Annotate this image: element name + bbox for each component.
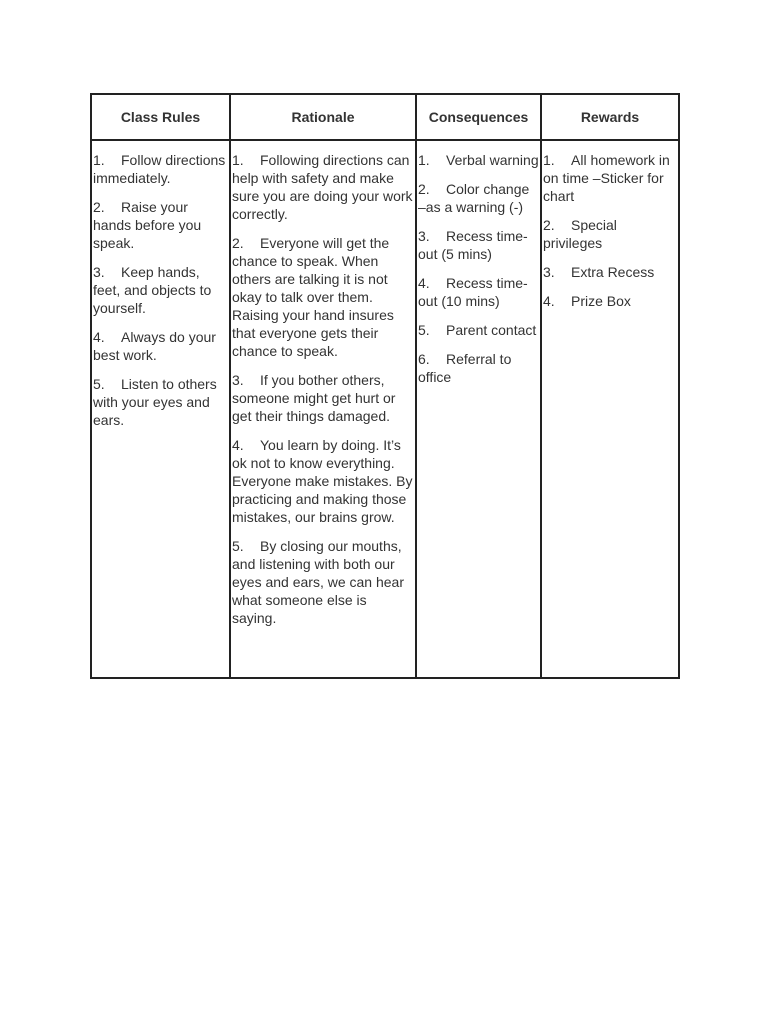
rationale-item — [232, 234, 414, 360]
consequences-cell — [416, 140, 541, 678]
rule-item-text: Listen to others with your eyes and ears. — [93, 376, 217, 428]
consequence-item — [418, 151, 539, 169]
reward-item — [543, 151, 677, 205]
rationale-item-number: 1. — [232, 152, 244, 168]
rationale-item — [232, 537, 414, 627]
rationale-cell — [230, 140, 416, 678]
consequence-item-number: 4. — [418, 275, 430, 291]
consequence-item — [418, 227, 539, 263]
reward-item-number: 4. — [543, 293, 555, 309]
rationale-item — [232, 371, 414, 425]
header-consequences: Consequences — [416, 94, 541, 140]
rationale-item-text: Everyone will get the chance to speak. When others are talking it is not okay to talk over them. Raising your hand insures that everyone gets their chance to speak. — [232, 235, 394, 359]
reward-item — [543, 216, 677, 252]
consequence-item-number: 1. — [418, 152, 430, 168]
consequence-item-number: 5. — [418, 322, 430, 338]
rationale-item — [232, 436, 414, 526]
rationale-item — [232, 151, 414, 223]
reward-item — [543, 263, 677, 281]
consequence-item-text: Recess time-out (5 mins) — [418, 228, 528, 262]
rule-item-text: Always do your best work. — [93, 329, 216, 363]
reward-item-text: All homework in on time –Sticker for chart — [543, 152, 670, 204]
consequence-item-text: Verbal warning — [446, 152, 539, 168]
rule-item-number: 5. — [93, 376, 105, 392]
consequence-item-number: 2. — [418, 181, 430, 197]
rule-item — [93, 375, 228, 429]
rule-item-text: Keep hands, feet, and objects to yourself. — [93, 264, 212, 316]
reward-item-number: 3. — [543, 264, 555, 280]
consequence-item-text: Recess time-out (10 mins) — [418, 275, 528, 309]
rule-item-text: Follow directions immediately. — [93, 152, 226, 186]
header-class-rules: Class Rules — [91, 94, 230, 140]
rationale-item-number: 4. — [232, 437, 244, 453]
rule-item — [93, 263, 228, 317]
consequence-item-text: Parent contact — [446, 322, 537, 338]
rationale-item-text: If you bother others, someone might get hurt or get their things damaged. — [232, 372, 396, 424]
table-body-row — [91, 140, 679, 678]
rationale-item-text: By closing our mouths, and listening with both our eyes and ears, we can hear what someone else is saying. — [232, 538, 404, 626]
rule-item-number: 3. — [93, 264, 105, 280]
rules-cell — [91, 140, 230, 678]
rule-item — [93, 198, 228, 252]
consequence-item — [418, 274, 539, 310]
rationale-item-number: 2. — [232, 235, 244, 251]
rationale-item-number: 3. — [232, 372, 244, 388]
header-rationale: Rationale — [230, 94, 416, 140]
rule-item-text: Raise your hands before you speak. — [93, 199, 202, 251]
rationale-item-text: Following directions can help with safety and make sure you are doing your work correctly. — [232, 152, 413, 222]
rule-item — [93, 328, 228, 364]
rationale-item-text: You learn by doing. It’s ok not to know everything. Everyone make mistakes. By practicing and making those mistakes, our brains grow. — [232, 437, 413, 525]
consequence-item — [418, 180, 539, 216]
consequence-item — [418, 350, 539, 386]
consequence-item-text: Referral to office — [418, 351, 512, 385]
rule-item — [93, 151, 228, 187]
reward-item-number: 1. — [543, 152, 555, 168]
class-rules-table — [90, 93, 680, 679]
header-rewards: Rewards — [541, 94, 679, 140]
reward-item-number: 2. — [543, 217, 555, 233]
reward-item-text: Prize Box — [571, 293, 631, 309]
rule-item-number: 1. — [93, 152, 105, 168]
rule-item-number: 4. — [93, 329, 105, 345]
rule-item-number: 2. — [93, 199, 105, 215]
rewards-cell — [541, 140, 679, 678]
rationale-item-number: 5. — [232, 538, 244, 554]
reward-item-text: Extra Recess — [571, 264, 655, 280]
reward-item-text: Special privileges — [543, 217, 617, 251]
consequence-item-text: Color change –as a warning (-) — [418, 181, 530, 215]
consequence-item — [418, 321, 539, 339]
reward-item — [543, 292, 677, 310]
consequence-item-number: 3. — [418, 228, 430, 244]
consequence-item-number: 6. — [418, 351, 430, 367]
table-header-row — [91, 94, 679, 140]
